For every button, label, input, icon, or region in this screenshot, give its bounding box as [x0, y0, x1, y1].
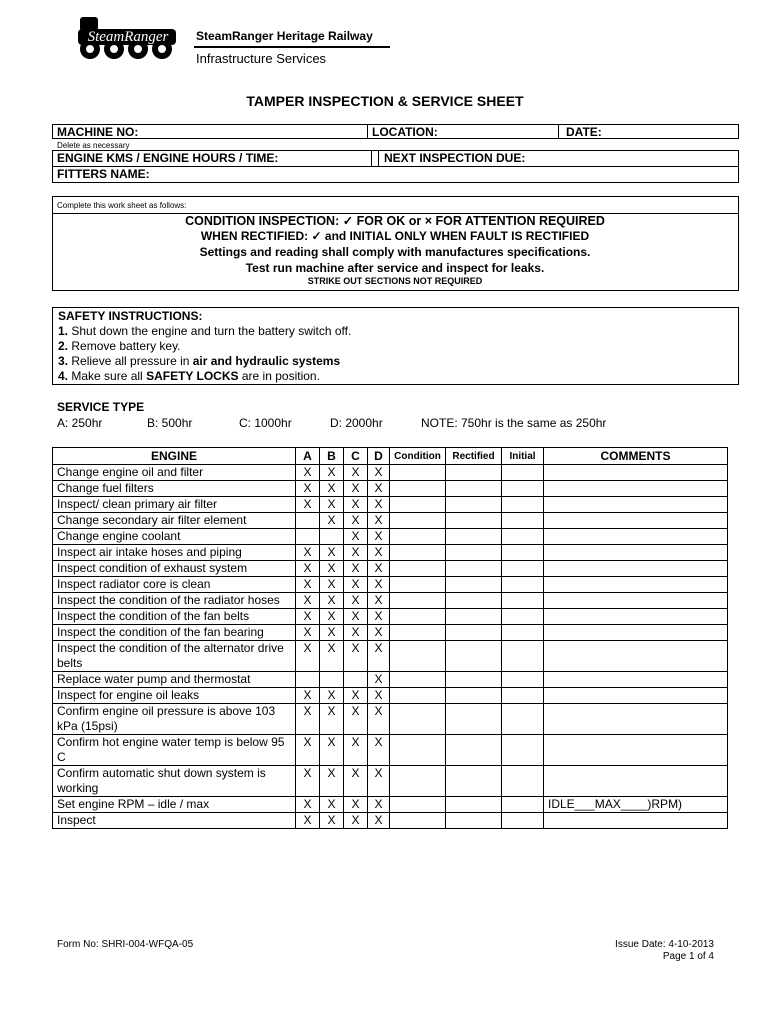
mark-b-cell: X	[320, 593, 344, 609]
task-cell: Inspect the condition of the fan belts	[53, 609, 296, 625]
mark-a-cell: X	[296, 813, 320, 829]
rectified-cell[interactable]	[446, 513, 502, 529]
rectified-cell[interactable]	[446, 609, 502, 625]
mark-c-cell: X	[344, 577, 368, 593]
initial-cell[interactable]	[502, 465, 544, 481]
comment-cell[interactable]	[544, 593, 728, 609]
comment-cell[interactable]	[544, 704, 728, 735]
condition-cell[interactable]	[390, 735, 446, 766]
table-row	[53, 735, 728, 766]
service-type-a: A: 250hr	[57, 416, 103, 430]
initial-cell[interactable]	[502, 641, 544, 672]
table-row	[53, 481, 728, 497]
condition-cell[interactable]	[390, 766, 446, 797]
comment-cell[interactable]	[544, 465, 728, 481]
task-cell: Inspect condition of exhaust system	[53, 561, 296, 577]
mark-a-cell: X	[296, 465, 320, 481]
instructions-intro: Complete this work sheet as follows:	[57, 201, 187, 210]
service-type-d: D: 2000hr	[330, 416, 383, 430]
task-cell: Inspect the condition of the alternator drive belts	[53, 641, 296, 672]
mark-c-cell: X	[344, 735, 368, 766]
rectified-cell[interactable]	[446, 545, 502, 561]
comment-cell[interactable]	[544, 513, 728, 529]
next-inspection-field[interactable]: NEXT INSPECTION DUE:	[384, 151, 526, 165]
comment-cell[interactable]	[544, 561, 728, 577]
table-row	[53, 529, 728, 545]
company-logo	[76, 13, 180, 61]
task-cell: Confirm engine oil pressure is above 103 kPa (15psi)	[53, 704, 296, 735]
task-cell: Confirm automatic shut down system is working	[53, 766, 296, 797]
table-row	[53, 704, 728, 735]
comment-cell[interactable]	[544, 688, 728, 704]
mark-d-cell: X	[368, 481, 390, 497]
initial-cell[interactable]	[502, 513, 544, 529]
mark-b-cell: X	[320, 641, 344, 672]
task-cell: Change secondary air filter element	[53, 513, 296, 529]
mark-d-cell: X	[368, 797, 390, 813]
mark-d-cell: X	[368, 577, 390, 593]
instruction-rectified: WHEN RECTIFIED: ✓ and INITIAL ONLY WHEN FAULT IS RECTIFIED	[200, 229, 590, 243]
table-row	[53, 497, 728, 513]
mark-b-cell: X	[320, 766, 344, 797]
col-header-d: D	[368, 448, 390, 465]
mark-d-cell: X	[368, 672, 390, 688]
mark-b-cell	[320, 529, 344, 545]
safety-item: 1. Shut down the engine and turn the battery switch off.	[58, 324, 352, 338]
location-field[interactable]: LOCATION:	[372, 125, 438, 139]
mark-c-cell	[344, 672, 368, 688]
condition-cell[interactable]	[390, 704, 446, 735]
initial-cell[interactable]	[502, 561, 544, 577]
condition-cell[interactable]	[390, 561, 446, 577]
condition-cell[interactable]	[390, 497, 446, 513]
mark-a-cell: X	[296, 577, 320, 593]
engine-service-table	[52, 447, 728, 829]
mark-a-cell	[296, 513, 320, 529]
initial-cell[interactable]	[502, 625, 544, 641]
table-row	[53, 625, 728, 641]
mark-c-cell: X	[344, 813, 368, 829]
table-row	[53, 688, 728, 704]
mark-c-cell: X	[344, 497, 368, 513]
mark-a-cell: X	[296, 609, 320, 625]
initial-cell[interactable]	[502, 813, 544, 829]
mark-d-cell: X	[368, 735, 390, 766]
mark-b-cell: X	[320, 625, 344, 641]
form-number: Form No: SHRI-004-WFQA-05	[57, 939, 194, 950]
table-row	[53, 561, 728, 577]
department-name: Infrastructure Services	[196, 51, 327, 66]
task-cell: Inspect the condition of the radiator hoses	[53, 593, 296, 609]
table-row	[53, 577, 728, 593]
condition-cell[interactable]	[390, 813, 446, 829]
table-row	[53, 797, 728, 813]
mark-a-cell	[296, 672, 320, 688]
initial-cell[interactable]	[502, 545, 544, 561]
mark-b-cell: X	[320, 813, 344, 829]
mark-a-cell: X	[296, 545, 320, 561]
rectified-cell[interactable]	[446, 813, 502, 829]
task-cell: Inspect air intake hoses and piping	[53, 545, 296, 561]
rectified-cell[interactable]	[446, 529, 502, 545]
date-field[interactable]: DATE:	[566, 125, 602, 139]
mark-c-cell: X	[344, 688, 368, 704]
mark-a-cell: X	[296, 735, 320, 766]
rectified-cell[interactable]	[446, 735, 502, 766]
service-type-heading: SERVICE TYPE	[57, 400, 145, 414]
table-row	[53, 545, 728, 561]
mark-d-cell: X	[368, 545, 390, 561]
condition-cell[interactable]	[390, 625, 446, 641]
task-cell: Change engine oil and filter	[53, 465, 296, 481]
mark-b-cell: X	[320, 704, 344, 735]
mark-b-cell: X	[320, 561, 344, 577]
mark-a-cell: X	[296, 704, 320, 735]
mark-a-cell: X	[296, 593, 320, 609]
rectified-cell[interactable]	[446, 561, 502, 577]
table-row	[53, 813, 728, 829]
mark-c-cell: X	[344, 704, 368, 735]
condition-cell[interactable]	[390, 529, 446, 545]
issue-date: Issue Date: 4-10-2013	[615, 939, 714, 950]
condition-cell[interactable]	[390, 577, 446, 593]
rectified-cell[interactable]	[446, 593, 502, 609]
mark-c-cell: X	[344, 561, 368, 577]
instruction-settings: Settings and reading shall comply with manufactures specifications.	[199, 245, 591, 259]
mark-c-cell: X	[344, 529, 368, 545]
safety-item: 4. Make sure all SAFETY LOCKS are in position.	[58, 369, 320, 383]
mark-a-cell: X	[296, 688, 320, 704]
mark-b-cell: X	[320, 797, 344, 813]
comment-cell[interactable]: IDLE___MAX____)RPM)	[544, 797, 728, 813]
comment-cell[interactable]	[544, 641, 728, 672]
mark-b-cell: X	[320, 465, 344, 481]
col-header-condition: Condition	[390, 448, 446, 465]
condition-cell[interactable]	[390, 513, 446, 529]
initial-cell[interactable]	[502, 766, 544, 797]
condition-cell[interactable]	[390, 609, 446, 625]
col-header-a: A	[296, 448, 320, 465]
condition-cell[interactable]	[390, 481, 446, 497]
condition-cell[interactable]	[390, 797, 446, 813]
task-cell: Inspect	[53, 813, 296, 829]
table-row	[53, 593, 728, 609]
safety-item: 2. Remove battery key.	[58, 339, 181, 353]
mark-a-cell	[296, 529, 320, 545]
page-number: Page 1 of 4	[662, 951, 714, 962]
rectified-cell[interactable]	[446, 766, 502, 797]
rectified-cell[interactable]	[446, 797, 502, 813]
task-cell: Change fuel filters	[53, 481, 296, 497]
comment-cell[interactable]	[544, 625, 728, 641]
task-cell: Inspect for engine oil leaks	[53, 688, 296, 704]
mark-a-cell: X	[296, 481, 320, 497]
task-cell: Confirm hot engine water temp is below 95 C	[53, 735, 296, 766]
comment-cell[interactable]	[544, 481, 728, 497]
mark-d-cell: X	[368, 497, 390, 513]
initial-cell[interactable]	[502, 529, 544, 545]
table-row	[53, 465, 728, 481]
mark-c-cell: X	[344, 766, 368, 797]
table-row	[53, 672, 728, 688]
table-row	[53, 641, 728, 672]
mark-c-cell: X	[344, 797, 368, 813]
condition-cell[interactable]	[390, 672, 446, 688]
mark-d-cell: X	[368, 641, 390, 672]
initial-cell[interactable]	[502, 593, 544, 609]
mark-b-cell: X	[320, 688, 344, 704]
comment-cell[interactable]	[544, 545, 728, 561]
task-cell: Set engine RPM – idle / max	[53, 797, 296, 813]
delete-note: Delete as necessary	[57, 141, 130, 150]
mark-d-cell: X	[368, 688, 390, 704]
safety-item: 3. Relieve all pressure in air and hydraulic systems	[58, 354, 341, 368]
initial-cell[interactable]	[502, 688, 544, 704]
col-header-comments: COMMENTS	[544, 448, 728, 465]
header-rule	[194, 46, 390, 48]
mark-b-cell	[320, 672, 344, 688]
condition-cell[interactable]	[390, 593, 446, 609]
mark-a-cell: X	[296, 561, 320, 577]
rectified-cell[interactable]	[446, 497, 502, 513]
service-type-c: C: 1000hr	[239, 416, 292, 430]
service-type-b: B: 500hr	[147, 416, 193, 430]
initial-cell[interactable]	[502, 704, 544, 735]
table-row	[53, 766, 728, 797]
safety-heading: SAFETY INSTRUCTIONS:	[58, 309, 203, 323]
mark-d-cell: X	[368, 513, 390, 529]
rectified-cell[interactable]	[446, 688, 502, 704]
comment-cell[interactable]	[544, 735, 728, 766]
instruction-test-run: Test run machine after service and inspect for leaks.	[245, 261, 545, 275]
initial-cell[interactable]	[502, 609, 544, 625]
mark-d-cell: X	[368, 704, 390, 735]
rectified-cell[interactable]	[446, 465, 502, 481]
col-header-initial: Initial	[502, 448, 544, 465]
task-cell: Change engine coolant	[53, 529, 296, 545]
initial-cell[interactable]	[502, 797, 544, 813]
mark-a-cell: X	[296, 797, 320, 813]
mark-b-cell: X	[320, 513, 344, 529]
condition-cell[interactable]	[390, 641, 446, 672]
condition-cell[interactable]	[390, 688, 446, 704]
mark-a-cell: X	[296, 625, 320, 641]
comment-cell[interactable]	[544, 497, 728, 513]
col-header-rectified: Rectified	[446, 448, 502, 465]
mark-c-cell: X	[344, 625, 368, 641]
mark-d-cell: X	[368, 625, 390, 641]
mark-a-cell: X	[296, 497, 320, 513]
initial-cell[interactable]	[502, 577, 544, 593]
logo-text: SteamRanger	[87, 29, 169, 45]
comment-cell[interactable]	[544, 766, 728, 797]
task-cell: Replace water pump and thermostat	[53, 672, 296, 688]
engine-kms-field[interactable]: ENGINE KMS / ENGINE HOURS / TIME:	[57, 151, 279, 165]
mark-d-cell: X	[368, 529, 390, 545]
mark-b-cell: X	[320, 609, 344, 625]
machine-no-field[interactable]: MACHINE NO:	[57, 125, 139, 139]
comment-cell[interactable]	[544, 577, 728, 593]
comment-cell[interactable]	[544, 609, 728, 625]
mark-d-cell: X	[368, 813, 390, 829]
initial-cell[interactable]	[502, 672, 544, 688]
service-type-note: NOTE: 750hr is the same as 250hr	[421, 416, 607, 430]
fitters-name-field[interactable]: FITTERS NAME:	[57, 167, 150, 181]
table-row	[53, 513, 728, 529]
mark-a-cell: X	[296, 766, 320, 797]
task-cell: Inspect radiator core is clean	[53, 577, 296, 593]
mark-c-cell: X	[344, 481, 368, 497]
rectified-cell[interactable]	[446, 704, 502, 735]
col-header-b: B	[320, 448, 344, 465]
mark-d-cell: X	[368, 561, 390, 577]
initial-cell[interactable]	[502, 735, 544, 766]
instruction-strike-out: STRIKE OUT SECTIONS NOT REQUIRED	[307, 276, 483, 286]
initial-cell[interactable]	[502, 481, 544, 497]
mark-c-cell: X	[344, 545, 368, 561]
page-title: TAMPER INSPECTION & SERVICE SHEET	[246, 93, 524, 109]
initial-cell[interactable]	[502, 497, 544, 513]
rectified-cell[interactable]	[446, 481, 502, 497]
mark-b-cell: X	[320, 545, 344, 561]
comment-cell[interactable]	[544, 529, 728, 545]
company-name: SteamRanger Heritage Railway	[196, 29, 373, 43]
mark-c-cell: X	[344, 609, 368, 625]
rectified-cell[interactable]	[446, 641, 502, 672]
table-row	[53, 609, 728, 625]
task-cell: Inspect/ clean primary air filter	[53, 497, 296, 513]
col-header-c: C	[344, 448, 368, 465]
mark-b-cell: X	[320, 497, 344, 513]
rectified-cell[interactable]	[446, 625, 502, 641]
mark-c-cell: X	[344, 641, 368, 672]
section-header-engine: ENGINE	[53, 448, 296, 465]
rectified-cell[interactable]	[446, 577, 502, 593]
task-cell: Inspect the condition of the fan bearing	[53, 625, 296, 641]
mark-b-cell: X	[320, 577, 344, 593]
mark-d-cell: X	[368, 766, 390, 797]
mark-a-cell: X	[296, 641, 320, 672]
mark-c-cell: X	[344, 465, 368, 481]
mark-d-cell: X	[368, 593, 390, 609]
mark-c-cell: X	[344, 513, 368, 529]
rectified-cell[interactable]	[446, 672, 502, 688]
condition-cell[interactable]	[390, 545, 446, 561]
instruction-condition: CONDITION INSPECTION: ✓ FOR OK or × FOR ATTENTION REQUIRED	[185, 214, 605, 228]
condition-cell[interactable]	[390, 465, 446, 481]
mark-b-cell: X	[320, 481, 344, 497]
comment-cell[interactable]	[544, 672, 728, 688]
comment-cell[interactable]	[544, 813, 728, 829]
mark-d-cell: X	[368, 609, 390, 625]
mark-b-cell: X	[320, 735, 344, 766]
mark-c-cell: X	[344, 593, 368, 609]
mark-d-cell: X	[368, 465, 390, 481]
